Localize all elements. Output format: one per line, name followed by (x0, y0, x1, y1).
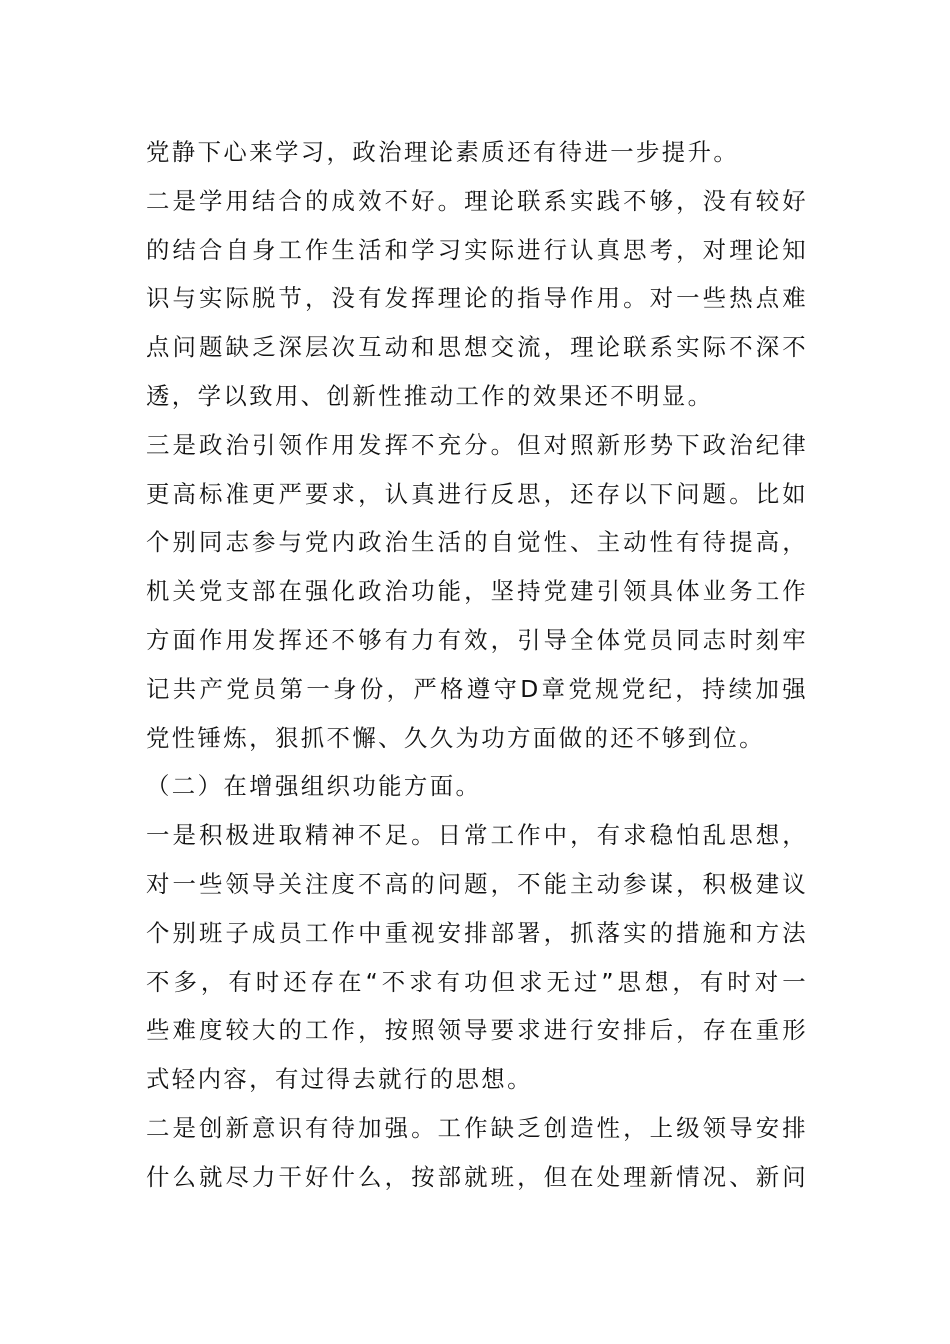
text-line-8: 更高标准更严要求，认真进行反思，还存以下问题。比如 (146, 479, 808, 508)
text-line-16: 对一些领导关注度不高的问题，不能主动参谋，积极建议 (146, 869, 808, 898)
text-line-2: 二是学用结合的成效不好。理论联系实践不够，没有较好 (146, 186, 808, 215)
text-line-21: 二是创新意识有待加强。工作缺乏创造性，上级领导安排 (146, 1113, 808, 1142)
text-line-13: 党性锤炼，狠抓不懈、久久为功方面做的还不够到位。 (146, 723, 765, 752)
text-line-1: 党静下心来学习，政治理论素质还有待进一步提升。 (146, 138, 740, 166)
text-line-4: 识与实际脱节，没有发挥理论的指导作用。对一些热点难 (146, 284, 808, 313)
text-line-6: 透，学以致用、创新性推动工作的效果还不明显。 (146, 381, 714, 410)
text-line-18: 不多，有时还存在“不求有功但求无过”思想，有时对一 (146, 967, 808, 996)
text-line-9: 个别同志参与党内政治生活的自觉性、主动性有待提高， (146, 528, 808, 557)
text-line-5: 点问题缺乏深层次互动和思想交流，理论联系实际不深不 (146, 333, 808, 362)
text-line-7: 三是政治引领作用发挥不充分。但对照新形势下政治纪律 (146, 430, 808, 459)
text-line-19: 些难度较大的工作，按照领导要求进行安排后，存在重形 (146, 1016, 808, 1045)
section-heading: （二）在增强组织功能方面。 (146, 772, 482, 801)
text-line-22: 什么就尽力干好什么，按部就班，但在处理新情况、新问 (146, 1162, 808, 1191)
text-line-20: 式轻内容，有过得去就行的思想。 (146, 1065, 533, 1094)
text-line-11: 方面作用发挥还不够有力有效，引导全体党员同志时刻牢 (146, 625, 808, 654)
body-text (146, 128, 808, 1202)
text-line-10: 机关党支部在强化政治功能，坚持党建引领具体业务工作 (146, 577, 808, 606)
text-line-15: 一是积极进取精神不足。日常工作中，有求稳怕乱思想， (146, 821, 808, 850)
text-line-17: 个别班子成员工作中重视安排部署，抓落实的措施和方法 (146, 918, 808, 947)
text-line-3: 的结合自身工作生活和学习实际进行认真思考，对理论知 (146, 235, 808, 264)
text-line-12: 记共产党员第一身份，严格遵守D章党规党纪，持续加强 (146, 674, 808, 703)
